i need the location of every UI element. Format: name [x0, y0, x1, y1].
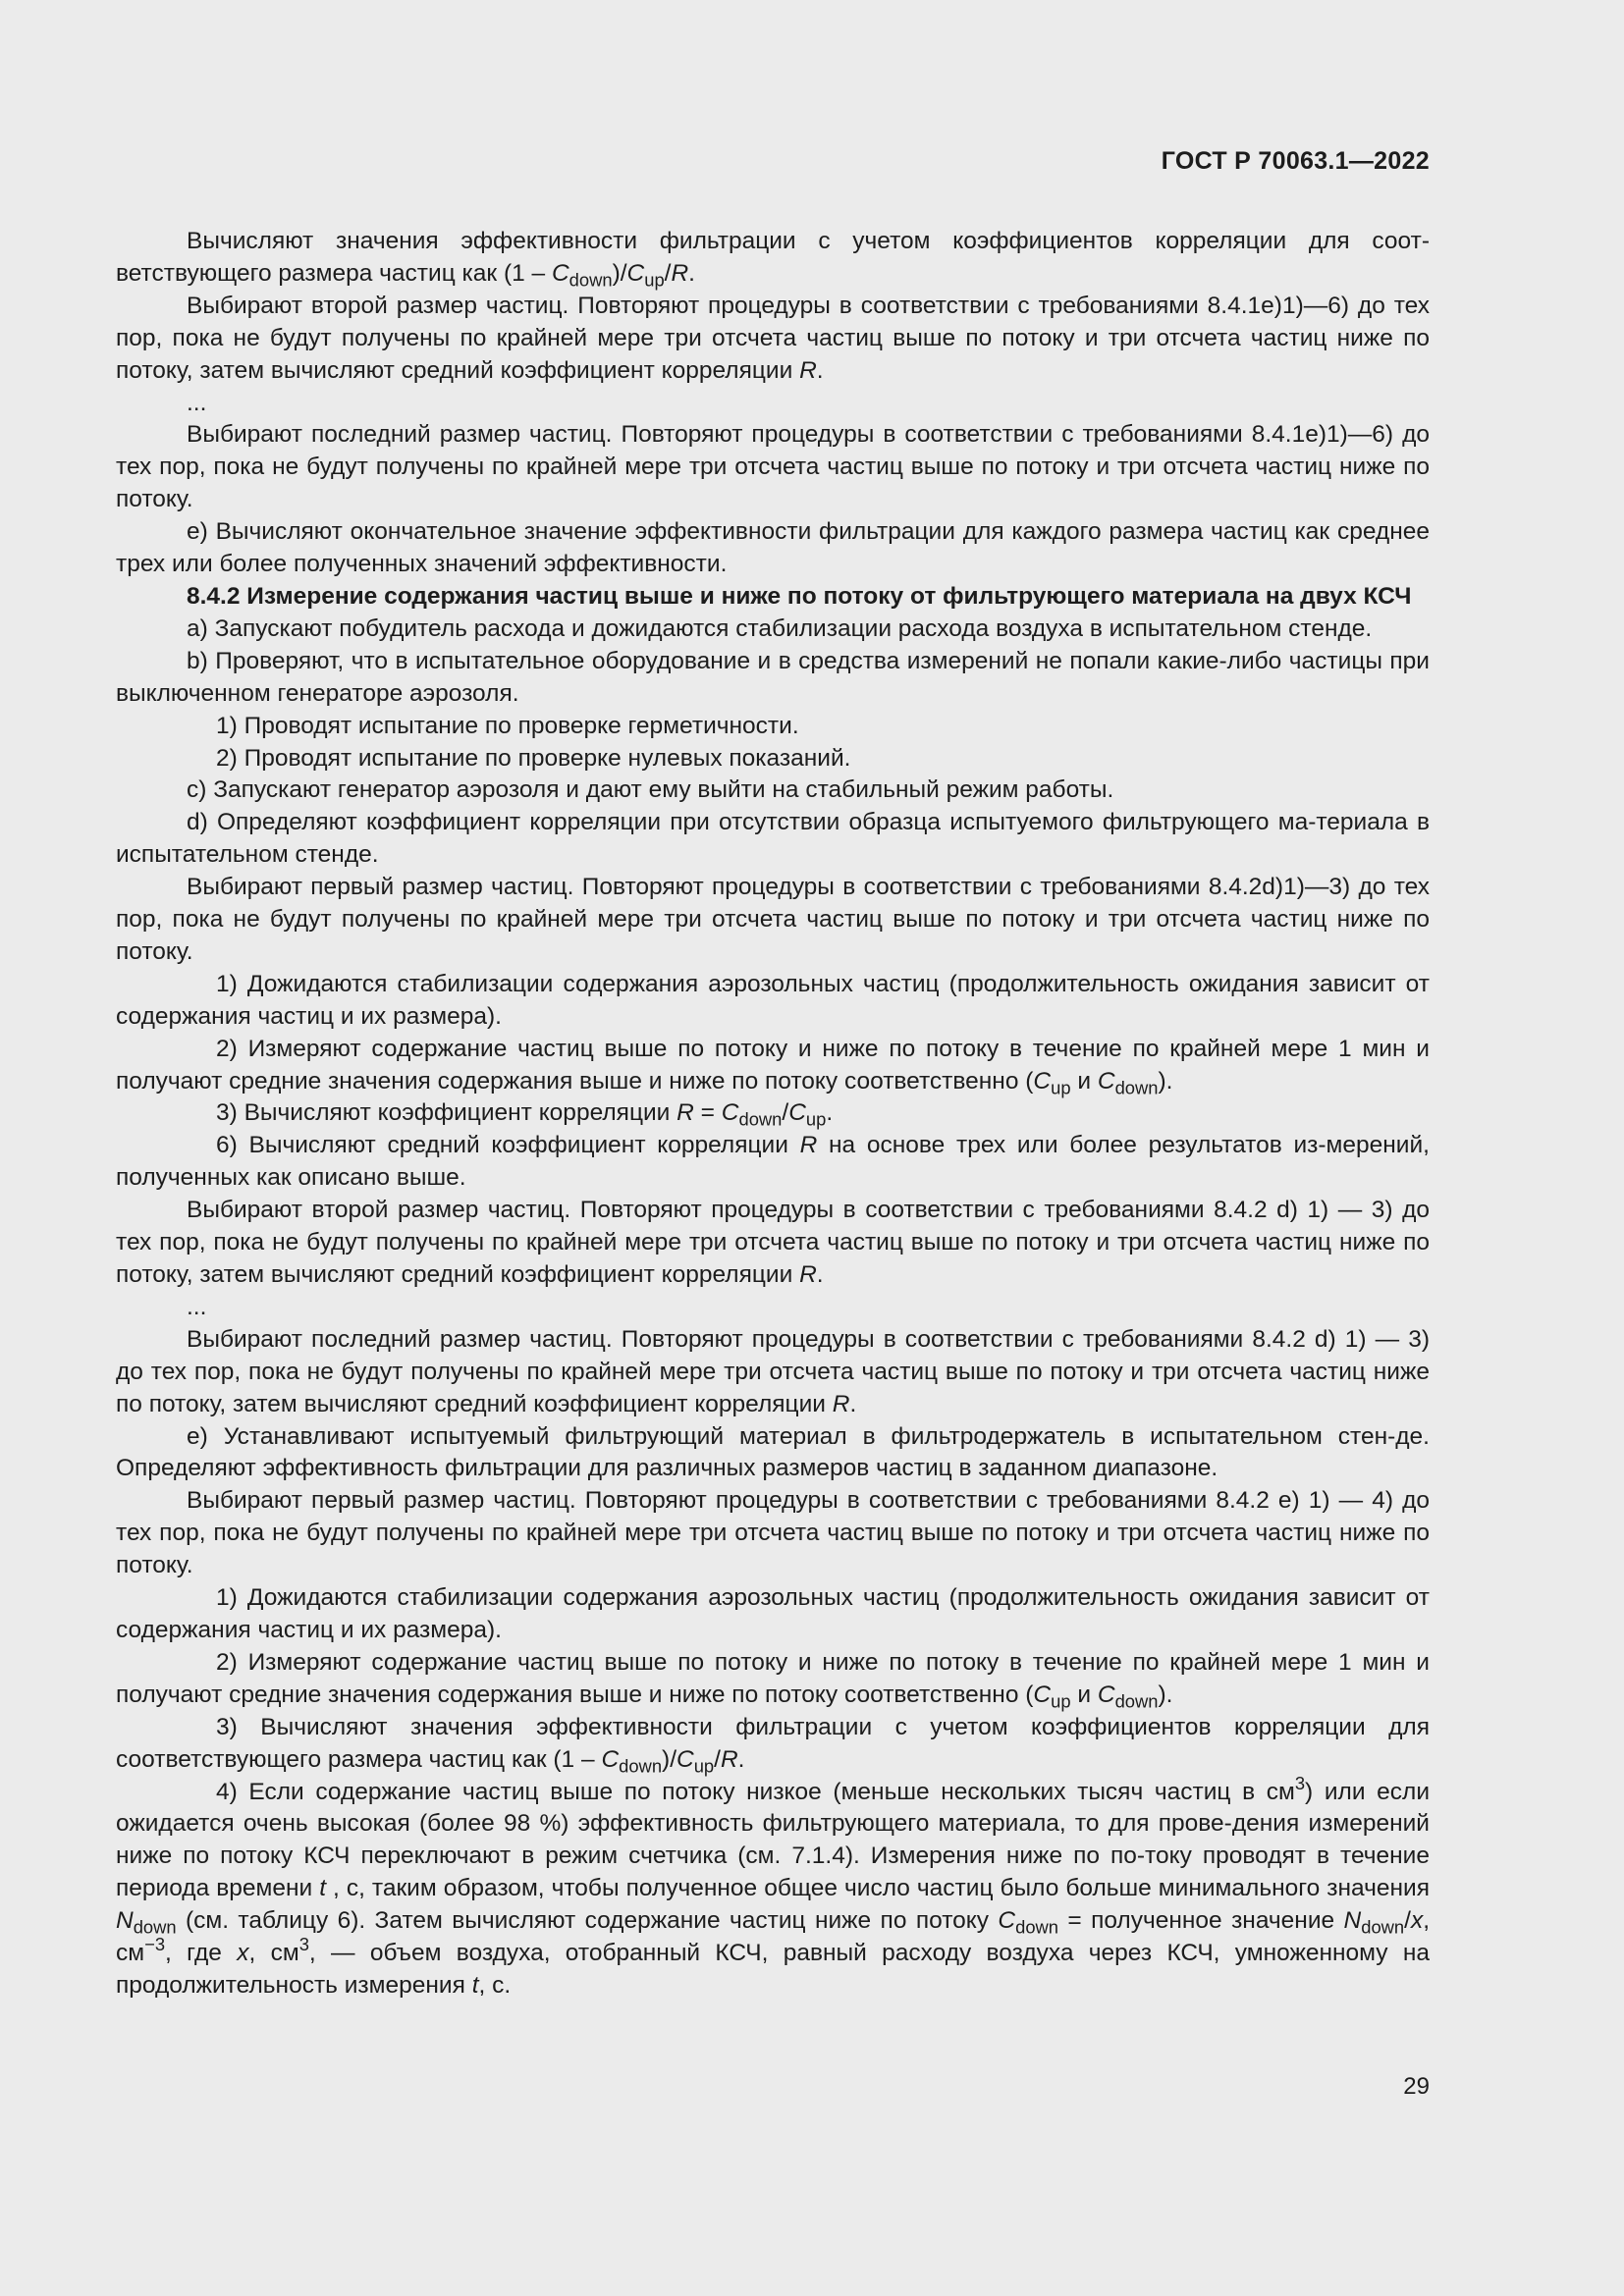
- document-header: ГОСТ Р 70063.1—2022: [1161, 147, 1430, 175]
- text-run: 1) Проводят испытание по проверке герметичности.: [216, 712, 799, 739]
- document-body: [116, 226, 1430, 2002]
- subscript: up: [1051, 1077, 1071, 1098]
- section-heading: [116, 581, 1430, 614]
- text-run: Выбирают первый размер частиц. Повторяют процедуры в соответствии с требованиями 8.4.2 е) 1) — 4) до тех пор, пока не будут получены по крайней мере три отсчета частиц выше по потоку и три отсчета частиц ниже по потоку.: [116, 1487, 1430, 1579]
- text-run: 4) Если содержание частиц выше по потоку низкое (меньше нескольких тысяч частиц в см: [216, 1778, 1295, 1805]
- text-run: .: [826, 1099, 834, 1127]
- math-symbol: C: [626, 259, 645, 287]
- paragraph: [116, 291, 1430, 388]
- paragraph: [116, 1130, 1430, 1195]
- math-symbol: x: [1410, 1907, 1424, 1935]
- math-symbol: C: [788, 1099, 806, 1127]
- paragraph: [116, 1647, 1430, 1712]
- text-run: и: [1070, 1067, 1098, 1095]
- paragraph: [116, 1772, 1431, 2002]
- text-run: на основе трех или более результатов из-мерений, полученных как описано выше.: [116, 1132, 1430, 1192]
- text-run: (см. таблицу 6). Затем вычисляют содержание частиц ниже по потоку: [176, 1907, 999, 1935]
- text-run: ...: [187, 389, 207, 416]
- text-run: .: [849, 1390, 857, 1417]
- math-symbol: C: [998, 1907, 1016, 1935]
- text-run: Выбирают первый размер частиц. Повторяют процедуры в соответствии с требованиями 8.4.2d)1)—3) до тех пор, пока не будут получены по крайней мере три отсчета частиц выше по потоку и три отсчета частиц ниже по потоку.: [116, 874, 1430, 965]
- subscript: down: [1361, 1916, 1405, 1938]
- page-number: 29: [1403, 2073, 1430, 2100]
- paragraph: [116, 1712, 1430, 1777]
- text-run: 2) Измеряют содержание частиц выше по потоку и ниже по потоку в течение по крайней мере 1 мин и получают средние значения содержания выше и ниже по потоку соответственно (: [116, 1035, 1430, 1095]
- text-run: 3) Вычисляют коэффициент корреляции: [216, 1099, 677, 1127]
- subscript: down: [568, 269, 613, 291]
- text-run: ).: [1158, 1067, 1173, 1095]
- text-run: /: [714, 1745, 721, 1773]
- subscript: up: [693, 1755, 715, 1777]
- math-symbol: C: [1033, 1067, 1052, 1095]
- text-run: Выбирают второй размер частиц. Повторяют процедуры в соответствии с требованиями 8.4.2 d) 1) — 3) до тех пор, пока не будут получены по крайней мере три отсчета частиц выше по потоку и три отсчета частиц ниже по потоку, затем вычисляют средний коэффициент корреляции: [116, 1197, 1430, 1288]
- math-symbol: R: [832, 1390, 850, 1417]
- subscript: up: [644, 269, 665, 291]
- paragraph: [116, 1485, 1430, 1582]
- subscript: up: [805, 1108, 827, 1130]
- math-symbol: x: [237, 1940, 249, 1967]
- paragraph: [116, 1582, 1430, 1647]
- math-symbol: R: [799, 1261, 817, 1288]
- text-run: .: [688, 259, 695, 287]
- math-symbol: C: [1097, 1681, 1115, 1708]
- paragraph: [116, 807, 1430, 872]
- paragraph: [116, 1097, 1430, 1130]
- math-symbol: C: [551, 259, 569, 287]
- math-symbol: C: [601, 1745, 620, 1773]
- subscript: down: [1114, 1690, 1159, 1712]
- subscript: down: [1114, 1077, 1159, 1098]
- paragraph: [116, 1292, 1430, 1324]
- text-run: 1) Дожидаются стабилизации содержания аэрозольных частиц (продолжительность ожидания зависит от содержания частиц и их размера).: [116, 970, 1430, 1030]
- paragraph: [116, 743, 1430, 775]
- subscript: down: [1015, 1916, 1058, 1938]
- paragraph: [116, 1324, 1430, 1421]
- math-symbol: C: [1033, 1681, 1052, 1708]
- math-symbol: C: [721, 1099, 739, 1127]
- math-symbol: N: [1343, 1907, 1362, 1935]
- text-run: 8.4.2 Измерение содержания частиц выше и ниже по потоку от фильтрующего материала на двух КСЧ: [187, 582, 1412, 610]
- text-run: е) Вычисляют окончательное значение эффективности фильтрации для каждого размера частиц как среднее трех или более полученных значений эффективности.: [116, 518, 1430, 578]
- text-run: )/: [662, 1745, 677, 1773]
- paragraph: [116, 388, 1430, 420]
- text-run: =: [693, 1099, 722, 1127]
- text-run: е) Устанавливают испытуемый фильтрующий материал в фильтродержатель в испытательном стен-де. Определяют эффективность фильтрации для различных размеров частиц в заданном диапазоне.: [116, 1422, 1430, 1482]
- text-run: .: [737, 1745, 745, 1773]
- paragraph: [116, 1034, 1430, 1098]
- paragraph: [116, 969, 1430, 1034]
- text-run: , с.: [478, 1971, 512, 1999]
- text-run: )/: [612, 259, 627, 287]
- math-symbol: t: [319, 1875, 326, 1902]
- text-run: , где: [165, 1940, 238, 1967]
- paragraph: [116, 419, 1430, 516]
- superscript: 3: [298, 1933, 309, 1954]
- math-symbol: R: [677, 1099, 694, 1127]
- text-run: ...: [187, 1293, 207, 1320]
- subscript: down: [738, 1108, 783, 1130]
- text-run: 3) Вычисляют значения эффективности фильтрации с учетом коэффициентов корреляции для соответствующего размера частиц как (1 –: [116, 1713, 1430, 1773]
- paragraph: [116, 646, 1430, 711]
- superscript: 3: [1294, 1772, 1306, 1793]
- text-run: Вычисляют значения эффективности фильтрации с учетом коэффициентов корреляции для соот-ветствующего размера частиц как (1 –: [116, 228, 1430, 287]
- paragraph: [116, 226, 1430, 291]
- text-run: b) Проверяют, что в испытательное оборудование и в средства измерений не попали какие-либо частицы при выключенном генераторе аэрозоля.: [116, 647, 1430, 707]
- math-symbol: C: [1097, 1067, 1115, 1095]
- text-run: ) или если ожидается очень высокая (более 98 %) эффективность фильтрующего материала, то для прове-дения измерений ниже по потоку КСЧ переключают в режим счетчика (см. 7.1.4). Измерения ниже по по-току проводят в течение периода времени: [116, 1778, 1431, 1902]
- math-symbol: t: [471, 1971, 479, 1999]
- paragraph: [116, 711, 1430, 743]
- paragraph: [116, 1195, 1430, 1292]
- math-symbol: N: [116, 1907, 134, 1935]
- math-symbol: R: [799, 356, 817, 384]
- text-run: , см: [116, 1907, 1431, 1967]
- text-run: Выбирают последний размер частиц. Повторяют процедуры в соответствии с требованиями 8.4.2 d) 1) — 3) до тех пор, пока не будут получены по крайней мере три отсчета частиц выше по потоку и три отсчета частиц ниже по потоку, затем вычисляют средний коэффициент корреляции: [116, 1325, 1430, 1417]
- text-run: , — объем воздуха, отобранный КСЧ, равный расходу воздуха через КСЧ, умноженному на продолжительность измерения: [116, 1940, 1430, 1999]
- paragraph: [116, 614, 1430, 646]
- text-run: ).: [1158, 1681, 1173, 1708]
- text-run: Выбирают второй размер частиц. Повторяют процедуры в соответствии с требованиями 8.4.1е)1)—6) до тех пор, пока не будут получены по крайней мере три отсчета частиц выше по потоку и три отсчета частиц ниже по потоку, затем вычисляют средний коэффициент корреляции: [116, 292, 1430, 384]
- math-symbol: C: [677, 1745, 694, 1773]
- subscript: up: [1051, 1690, 1071, 1712]
- text-run: /: [782, 1099, 789, 1127]
- text-run: а) Запускают побудитель расхода и дожидаются стабилизации расхода воздуха в испытательном стенде.: [187, 614, 1373, 642]
- math-symbol: R: [671, 259, 689, 287]
- math-symbol: R: [799, 1132, 818, 1159]
- text-run: = полученное значение: [1058, 1907, 1344, 1935]
- text-run: .: [816, 356, 824, 384]
- math-symbol: R: [720, 1745, 738, 1773]
- text-run: с) Запускают генератор аэрозоля и дают ему выйти на стабильный режим работы.: [187, 776, 1114, 804]
- paragraph: [116, 1421, 1430, 1486]
- text-run: /: [1404, 1907, 1411, 1935]
- text-run: d) Определяют коэффициент корреляции при отсутствии образца испытуемого фильтрующего ма-териала в испытательном стенде.: [116, 809, 1430, 869]
- subscript: down: [133, 1916, 177, 1938]
- text-run: и: [1070, 1681, 1098, 1708]
- text-run: , с, таким образом, чтобы полученное общее число частиц было больше минимального значения: [326, 1875, 1430, 1902]
- text-run: 1) Дожидаются стабилизации содержания аэрозольных частиц (продолжительность ожидания зависит от содержания частиц и их размера).: [116, 1584, 1430, 1643]
- paragraph: [116, 516, 1430, 581]
- text-run: , см: [248, 1940, 299, 1967]
- text-run: Выбирают последний размер частиц. Повторяют процедуры в соответствии с требованиями 8.4.1е)1)—6) до тех пор, пока не будут получены по крайней мере три отсчета частиц выше по потоку и три отсчета частиц ниже по потоку.: [116, 421, 1430, 513]
- text-run: 6) Вычисляют средний коэффициент корреляции: [216, 1132, 800, 1159]
- subscript: down: [619, 1755, 663, 1777]
- superscript: −3: [144, 1933, 166, 1954]
- text-run: .: [816, 1261, 824, 1288]
- paragraph: [116, 774, 1430, 807]
- text-run: 2) Измеряют содержание частиц выше по потоку и ниже по потоку в течение по крайней мере 1 мин и получают средние значения содержания выше и ниже по потоку соответственно (: [116, 1648, 1430, 1708]
- paragraph: [116, 872, 1430, 969]
- text-run: /: [664, 259, 672, 287]
- text-run: 2) Проводят испытание по проверке нулевых показаний.: [216, 744, 851, 772]
